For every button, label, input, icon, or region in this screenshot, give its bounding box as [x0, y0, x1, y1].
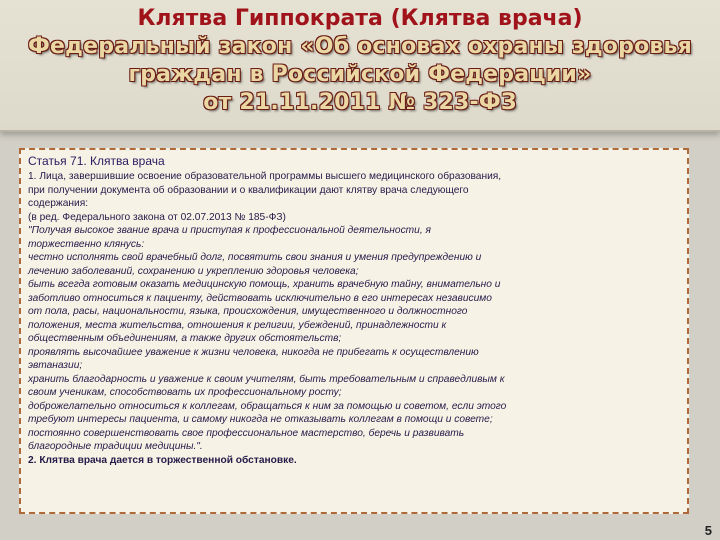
oath-line: общественным объединениям, а также других обстоятельств;	[28, 333, 342, 344]
oath-line: требуют интересы пациента, и самому никогда не отказывать коллегам в помощи и совете;	[28, 414, 493, 425]
article-text-box	[19, 148, 689, 514]
oath-line: доброжелательно относиться к коллегам, обращаться к ним за помощью и советом, если этого	[28, 400, 507, 412]
oath-line: благородные традиции медицины.".	[28, 441, 203, 452]
law-title-line-3: от 21.11.2011 № 323-ФЗ	[203, 90, 517, 115]
oath-line: положения, места жительства, отношения к религии, убеждений, принадлежности к	[28, 319, 447, 331]
oath-line: лечению заболеваний, сохранению и укреплению здоровья человека;	[28, 265, 359, 277]
oath-line: "Получая высокое звание врача и приступая к профессиональной деятельности, я	[28, 225, 431, 236]
oath-line: быть всегда готовым оказать медицинскую помощь, хранить врачебную тайну, внимательно и	[28, 279, 501, 290]
article-line: (в ред. Федерального закона от 02.07.2013 № 185-ФЗ)	[28, 211, 286, 223]
oath-line: постоянно совершенствовать свое профессиональное мастерство, беречь и развивать	[28, 427, 465, 439]
oath-line: заботливо относиться к пациенту, действовать исключительно в его интересах независимо	[28, 292, 492, 304]
page-number: 5	[704, 523, 712, 538]
law-title-line-2: граждан в Российской Федерации»	[128, 62, 592, 87]
oath-line: хранить благодарность и уважение к своим учителям, быть требовательным и справедливым к	[28, 373, 505, 385]
title-banner	[0, 0, 720, 132]
article-line: содержания:	[28, 198, 89, 209]
oath-line: честно исполнять свой врачебный долг, посвятить свои знания и умения предупреждению и	[28, 252, 482, 263]
article-line: 2. Клятва врача дается в торжественной обстановке.	[28, 454, 297, 466]
oath-line: торжественно клянусь:	[28, 238, 145, 250]
oath-line: от пола, расы, национальности, языка, происхождения, имущественного и должностного	[28, 306, 468, 317]
article-heading: Статья 71. Клятва врача	[28, 154, 165, 168]
oath-line: проявлять высочайшее уважение к жизни человека, никогда не прибегать к осуществлению	[28, 346, 479, 358]
oath-line: своим ученикам, способствовать их профессиональному росту;	[28, 387, 342, 398]
article-line: 1. Лица, завершившие освоение образовательной программы высшего медицинского образования,	[28, 171, 502, 182]
law-title-line-1: Федеральный закон «Об основах охраны здоровья	[28, 34, 692, 59]
oath-line: эвтаназии;	[28, 360, 83, 371]
article-line: при получении документа об образовании и о квалификации дают клятву врача следующего	[28, 184, 469, 196]
slide-title: Клятва Гиппократа (Клятва врача)	[137, 6, 583, 31]
